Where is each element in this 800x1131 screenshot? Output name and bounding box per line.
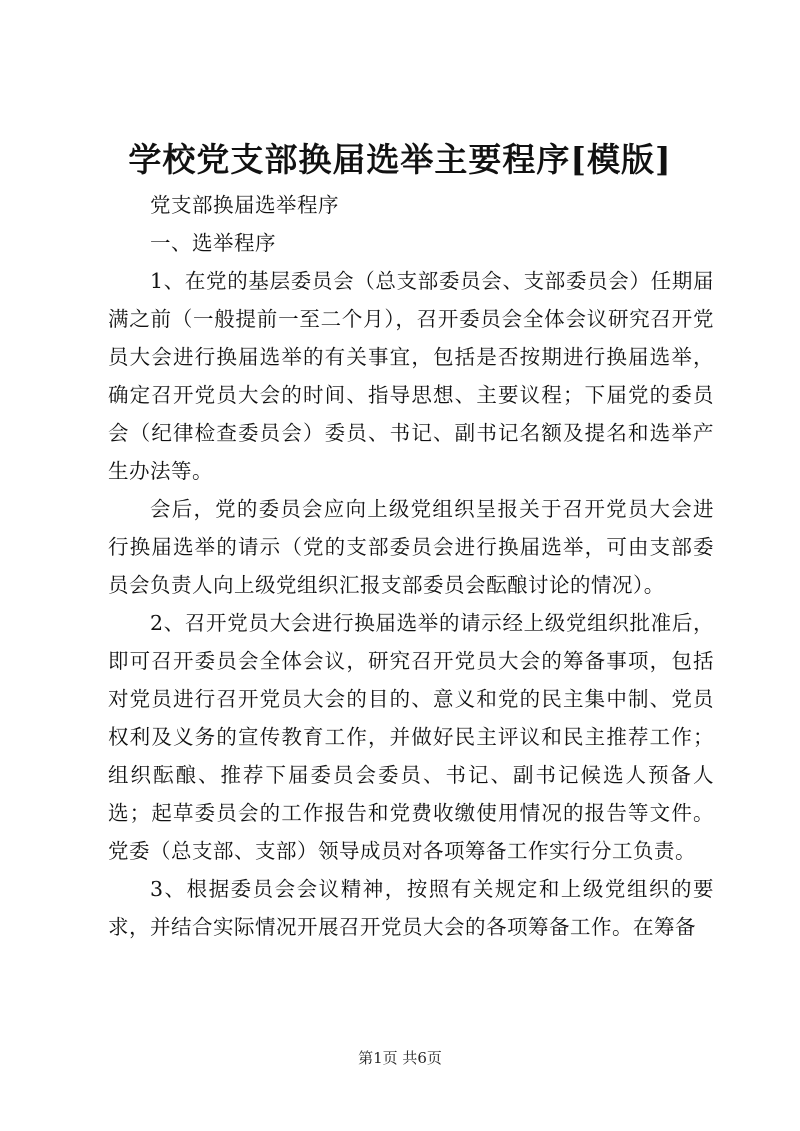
paragraph-step-1: 1、在党的基层委员会（总支部委员会、支部委员会）任期届满之前（一般提前一至二个月），召开委员会全体会议研究召开党员大会进行换届选举的有关事宜，包括是否按期进行换届选举，确定召开党员大会的时间、指导思想、主要议程；下届党的委员会（纪律检查委员会）委员、书记、副书记名额及提名和选举产生办法等。 (108, 269, 714, 483)
paragraph-step-3: 3、根据委员会会议精神，按照有关规定和上级党组织的要求，并结合实际情况开展召开党员大会的各项筹备工作。在筹备 (108, 877, 714, 939)
document-body (108, 186, 714, 946)
paragraph-subtitle: 党支部换届选举程序 (150, 193, 339, 217)
paragraph-after-meeting: 会后，党的委员会应向上级党组织呈报关于召开党员大会进行换届选举的请示（党的支部委员会进行换届选举，可由支部委员会负责人向上级党组织汇报支部委员会酝酿讨论的情况）。 (108, 497, 714, 597)
document-title: 学校党支部换届选举主要程序[模版] (128, 140, 672, 179)
paragraph-step-2: 2、召开党员大会进行换届选举的请示经上级党组织批准后，即可召开委员会全体会议，研究召开党员大会的筹备事项，包括对党员进行召开党员大会的目的、意义和党的民主集中制、党员权利及义务的宣传教育工作，并做好民主评议和民主推荐工作；组织酝酿、推荐下届委员会委员、书记、副书记候选人预备人选；起草委员会的工作报告和党费收缴使用情况的报告等文件。党委（总支部、支部）领导成员对各项筹备工作实行分工负责。 (108, 611, 714, 863)
paragraph-section-heading: 一、选举程序 (150, 231, 276, 255)
page-footer: 第1页 共6页 (358, 1049, 442, 1067)
